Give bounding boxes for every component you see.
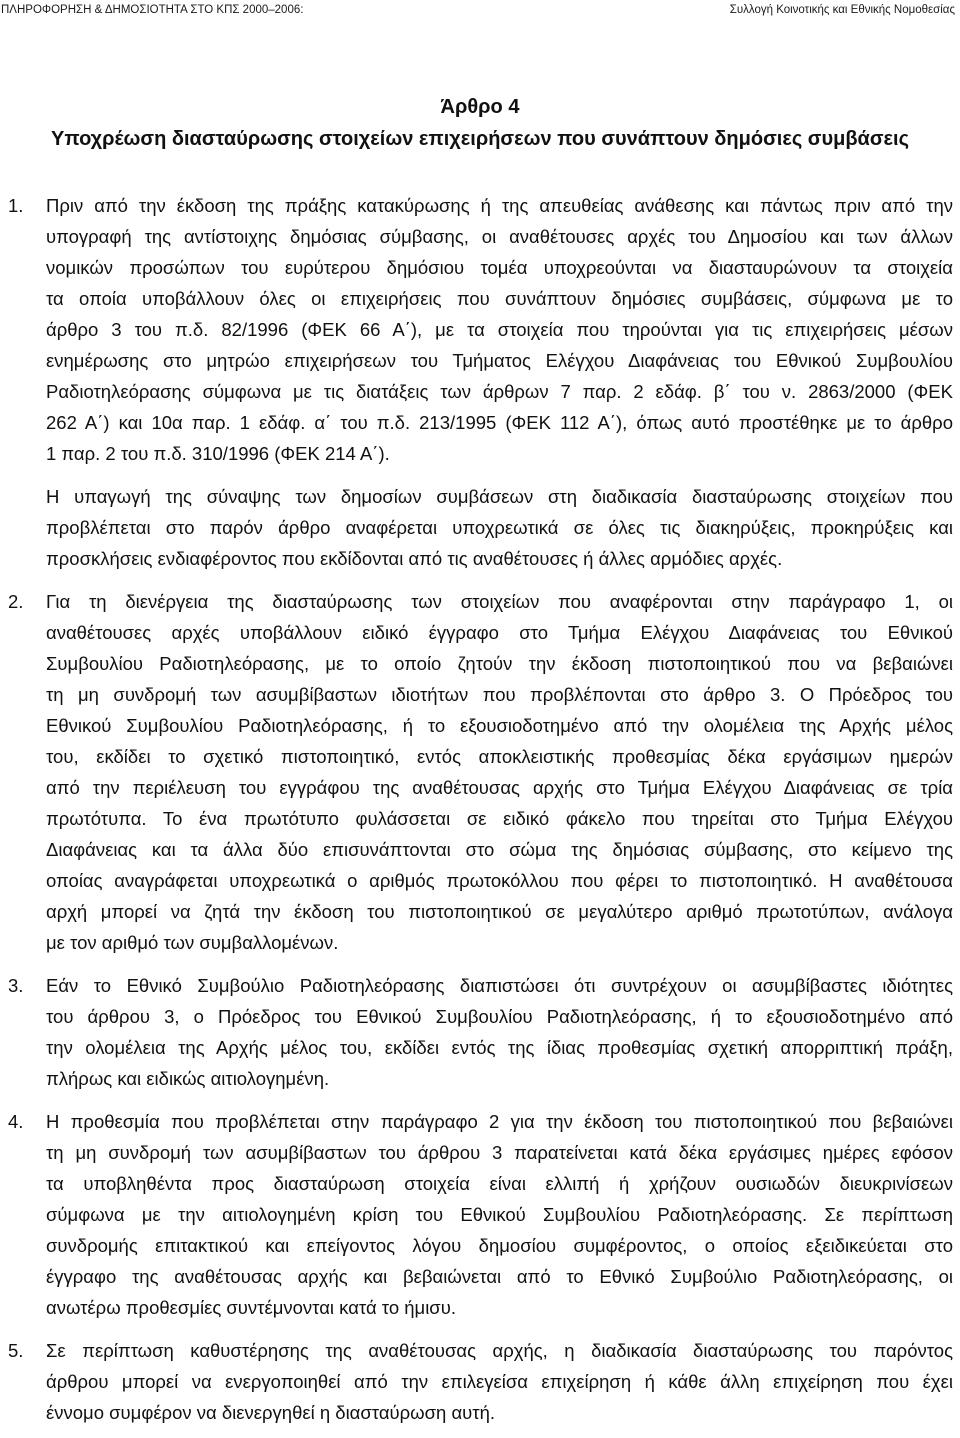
text-line: Ραδιοτηλεόρασης σύμφωνα με τις διατάξεις των άρθρων 7 παρ. 2 εδάφ. β΄ του ν. 2863/2000 (ΦΕΚ	[46, 381, 953, 402]
text-line: από την περιέλευση του εγγράφου της αναθέτουσας αρχής στο Τμήμα Ελέγχου Διαφάνειας σε τρία	[46, 777, 953, 798]
article-body	[0, 190, 960, 1428]
paragraph-number: 4.	[8, 1111, 24, 1132]
text-line: οποίας αναγράφεται υποχρεωτικά ο αριθμός πρωτοκόλλου που φέρει το πιστοποιητικό. Η αναθέτουσα	[46, 870, 953, 891]
paragraph-3	[0, 970, 953, 1094]
header-publication-title: ΠΛΗΡΟΦΟΡΗΣΗ & ΔΗΜΟΣΙΟΤΗΤΑ ΣΤΟ ΚΠΣ 2000–2006:	[1, 4, 304, 16]
text-line: Η προθεσμία που προβλέπεται στην παράγραφο 2 για την έκδοση του πιστοποιητικού που βεβαιώνει	[46, 1111, 953, 1132]
text-line: νομικών προσώπων του ευρύτερου δημόσιου τομέα υποχρεούνται να διασταυρώνουν τα στοιχεία	[46, 257, 953, 278]
text-line: Διαφάνειας και τα άλλα δύο επισυνάπτονται στο σώμα της δημόσιας σύμβασης, στο κείμενο της	[46, 839, 953, 860]
text-line: 262 Α΄) και 10α παρ. 1 εδάφ. α΄ του π.δ. 213/1995 (ΦΕΚ 112 Α΄), όπως αυτό προστέθηκε με το άρθρο	[46, 412, 953, 433]
text-line: του άρθρου 3, ο Πρόεδρος του Εθνικού Συμβουλίου Ραδιοτηλεόρασης, ή το εξουσιοδοτημένο από	[46, 1006, 953, 1027]
text-line: έγγραφο της αναθέτουσας αρχής και βεβαιώνεται από το Εθνικό Συμβούλιο Ραδιοτηλεόρασης, οι	[46, 1266, 953, 1287]
text-line: ανωτέρω προθεσμίες συντέμνονται κατά το ήμισυ.	[46, 1297, 456, 1318]
paragraph-4	[0, 1106, 953, 1323]
text-line: Για τη διενέργεια της διασταύρωσης των στοιχείων που αναφέρονται στην παράγραφο 1, οι	[46, 591, 953, 612]
text-line: του, εκδίδει το σχετικό πιστοποιητικό, εντός αποκλειστικής προθεσμίας δέκα εργάσιμων ημερών	[46, 746, 953, 767]
text-line: Η υπαγωγή της σύναψης των δημοσίων συμβάσεων στη διαδικασία διασταύρωσης στοιχείων που	[46, 486, 953, 507]
text-line: πλήρως και ειδικώς αιτιολογημένη.	[46, 1068, 330, 1089]
text-line: πρωτότυπα. Το ένα πρωτότυπο φυλάσσεται σε ειδικό φάκελο που τηρείται στο Τμήμα Ελέγχου	[46, 808, 953, 829]
paragraph-2	[0, 586, 953, 958]
text-line: προσκλήσεις ενδιαφέροντος που εκδίδονται από τις αναθέτουσες ή άλλες αρμόδιες αρχές.	[46, 548, 783, 569]
text-line: συνδρομής επιτακτικού και επείγοντος λόγου δημοσίου συμφέροντος, ο οποίος εξειδικεύεται στο	[46, 1235, 953, 1256]
text-line: ενημέρωσης στο μητρώο επιχειρήσεων του Τμήματος Ελέγχου Διαφάνειας του Εθνικού Συμβουλίου	[46, 350, 953, 371]
paragraph-5	[0, 1335, 953, 1428]
text-line: Συμβουλίου Ραδιοτηλεόρασης, με το οποίο ζητούν την έκδοση πιστοποιητικού που να βεβαιώνει	[46, 653, 953, 674]
paragraph-1	[0, 190, 953, 469]
article-heading	[0, 91, 960, 155]
header-collection-title: Συλλογή Κοινοτικής και Εθνικής Νομοθεσίας	[729, 4, 955, 16]
text-line: τα οποία υποβάλλουν όλες οι επιχειρήσεις που συνάπτουν δημόσιες συμβάσεις, σύμφωνα με το	[46, 288, 953, 309]
text-line: προβλέπεται στο παρόν άρθρο αναφέρεται υποχρεωτικά σε όλες τις διακηρύξεις, προκηρύξεις και	[46, 517, 953, 538]
text-line: Πριν από την έκδοση της πράξης κατακύρωσης ή της απευθείας ανάθεσης και πάντως πριν από την	[46, 195, 953, 216]
text-line: την ολομέλεια της Αρχής μέλος του, εκδίδει εντός της ίδιας προθεσμίας σχετική απορριπτική πράξη,	[46, 1037, 953, 1058]
text-line: υπογραφή της αντίστοιχης δημόσιας σύμβασης, οι αναθέτουσες αρχές του Δημοσίου και των άλλων	[46, 226, 953, 247]
running-header	[1, 2, 955, 18]
paragraph-number: 2.	[8, 591, 24, 612]
text-line: με τον αριθμό των συμβαλλομένων.	[46, 932, 339, 953]
text-line: τη μη συνδρομή των ασυμβίβαστων ιδιοτήτων που προβλέπονται στο άρθρο 3. Ο Πρόεδρος του	[46, 684, 953, 705]
paragraph-1-continuation	[0, 481, 953, 574]
text-line: 1 παρ. 2 του π.δ. 310/1996 (ΦΕΚ 214 Α΄).	[46, 443, 390, 464]
paragraph-number: 5.	[8, 1340, 24, 1361]
text-line: τα υποβληθέντα προς διασταύρωση στοιχεία είναι ελλιπή ή χρήζουν ουσιωδών διευκρινίσεων	[46, 1173, 953, 1194]
article-number: Άρθρο 4	[440, 96, 520, 118]
text-line: Εθνικού Συμβουλίου Ραδιοτηλεόρασης, ή το εξουσιοδοτημένο από την ολομέλεια της Αρχής μέλος	[46, 715, 953, 736]
text-line: σύμφωνα με την αιτιολογημένη κρίση του Εθνικού Συμβουλίου Ραδιοτηλεόρασης. Σε περίπτωση	[46, 1204, 953, 1225]
paragraph-number: 1.	[8, 195, 24, 216]
text-line: αρχή μπορεί να ζητά την έκδοση του πιστοποιητικού σε μεγαλύτερο αριθμό πρωτοτύπων, ανάλογα	[46, 901, 953, 922]
text-line: άρθρο 3 του π.δ. 82/1996 (ΦΕΚ 66 Α΄), με τα στοιχεία που τηρούνται για τις επιχειρήσεις μέσων	[46, 319, 953, 340]
text-line: Σε περίπτωση καθυστέρησης της αναθέτουσας αρχής, η διαδικασία διασταύρωσης του παρόντος	[46, 1340, 953, 1361]
text-line: άρθρου μπορεί να ενεργοποιηθεί από την επιλεγείσα επιχείρηση ή κάθε άλλη επιχείρηση που έχει	[46, 1371, 953, 1392]
text-line: έννομο συμφέρον να διενεργηθεί η διασταύρωση αυτή.	[46, 1402, 496, 1423]
text-line: αναθέτουσες αρχές υποβάλλουν ειδικό έγγραφο στο Τμήμα Ελέγχου Διαφάνειας του Εθνικού	[46, 622, 953, 643]
text-line: Εάν το Εθνικό Συμβούλιο Ραδιοτηλεόρασης διαπιστώσει ότι συντρέχουν οι ασυμβίβαστες ιδιότητες	[46, 975, 953, 996]
paragraph-number: 3.	[8, 975, 24, 996]
article-title: Υποχρέωση διασταύρωσης στοιχείων επιχειρήσεων που συνάπτουν δημόσιες συμβάσεις	[51, 128, 909, 150]
text-line: τη μη συνδρομή των ασυμβίβαστων του άρθρου 3 παρατείνεται κατά δέκα εργάσιμες ημέρες εφόσον	[46, 1142, 953, 1163]
